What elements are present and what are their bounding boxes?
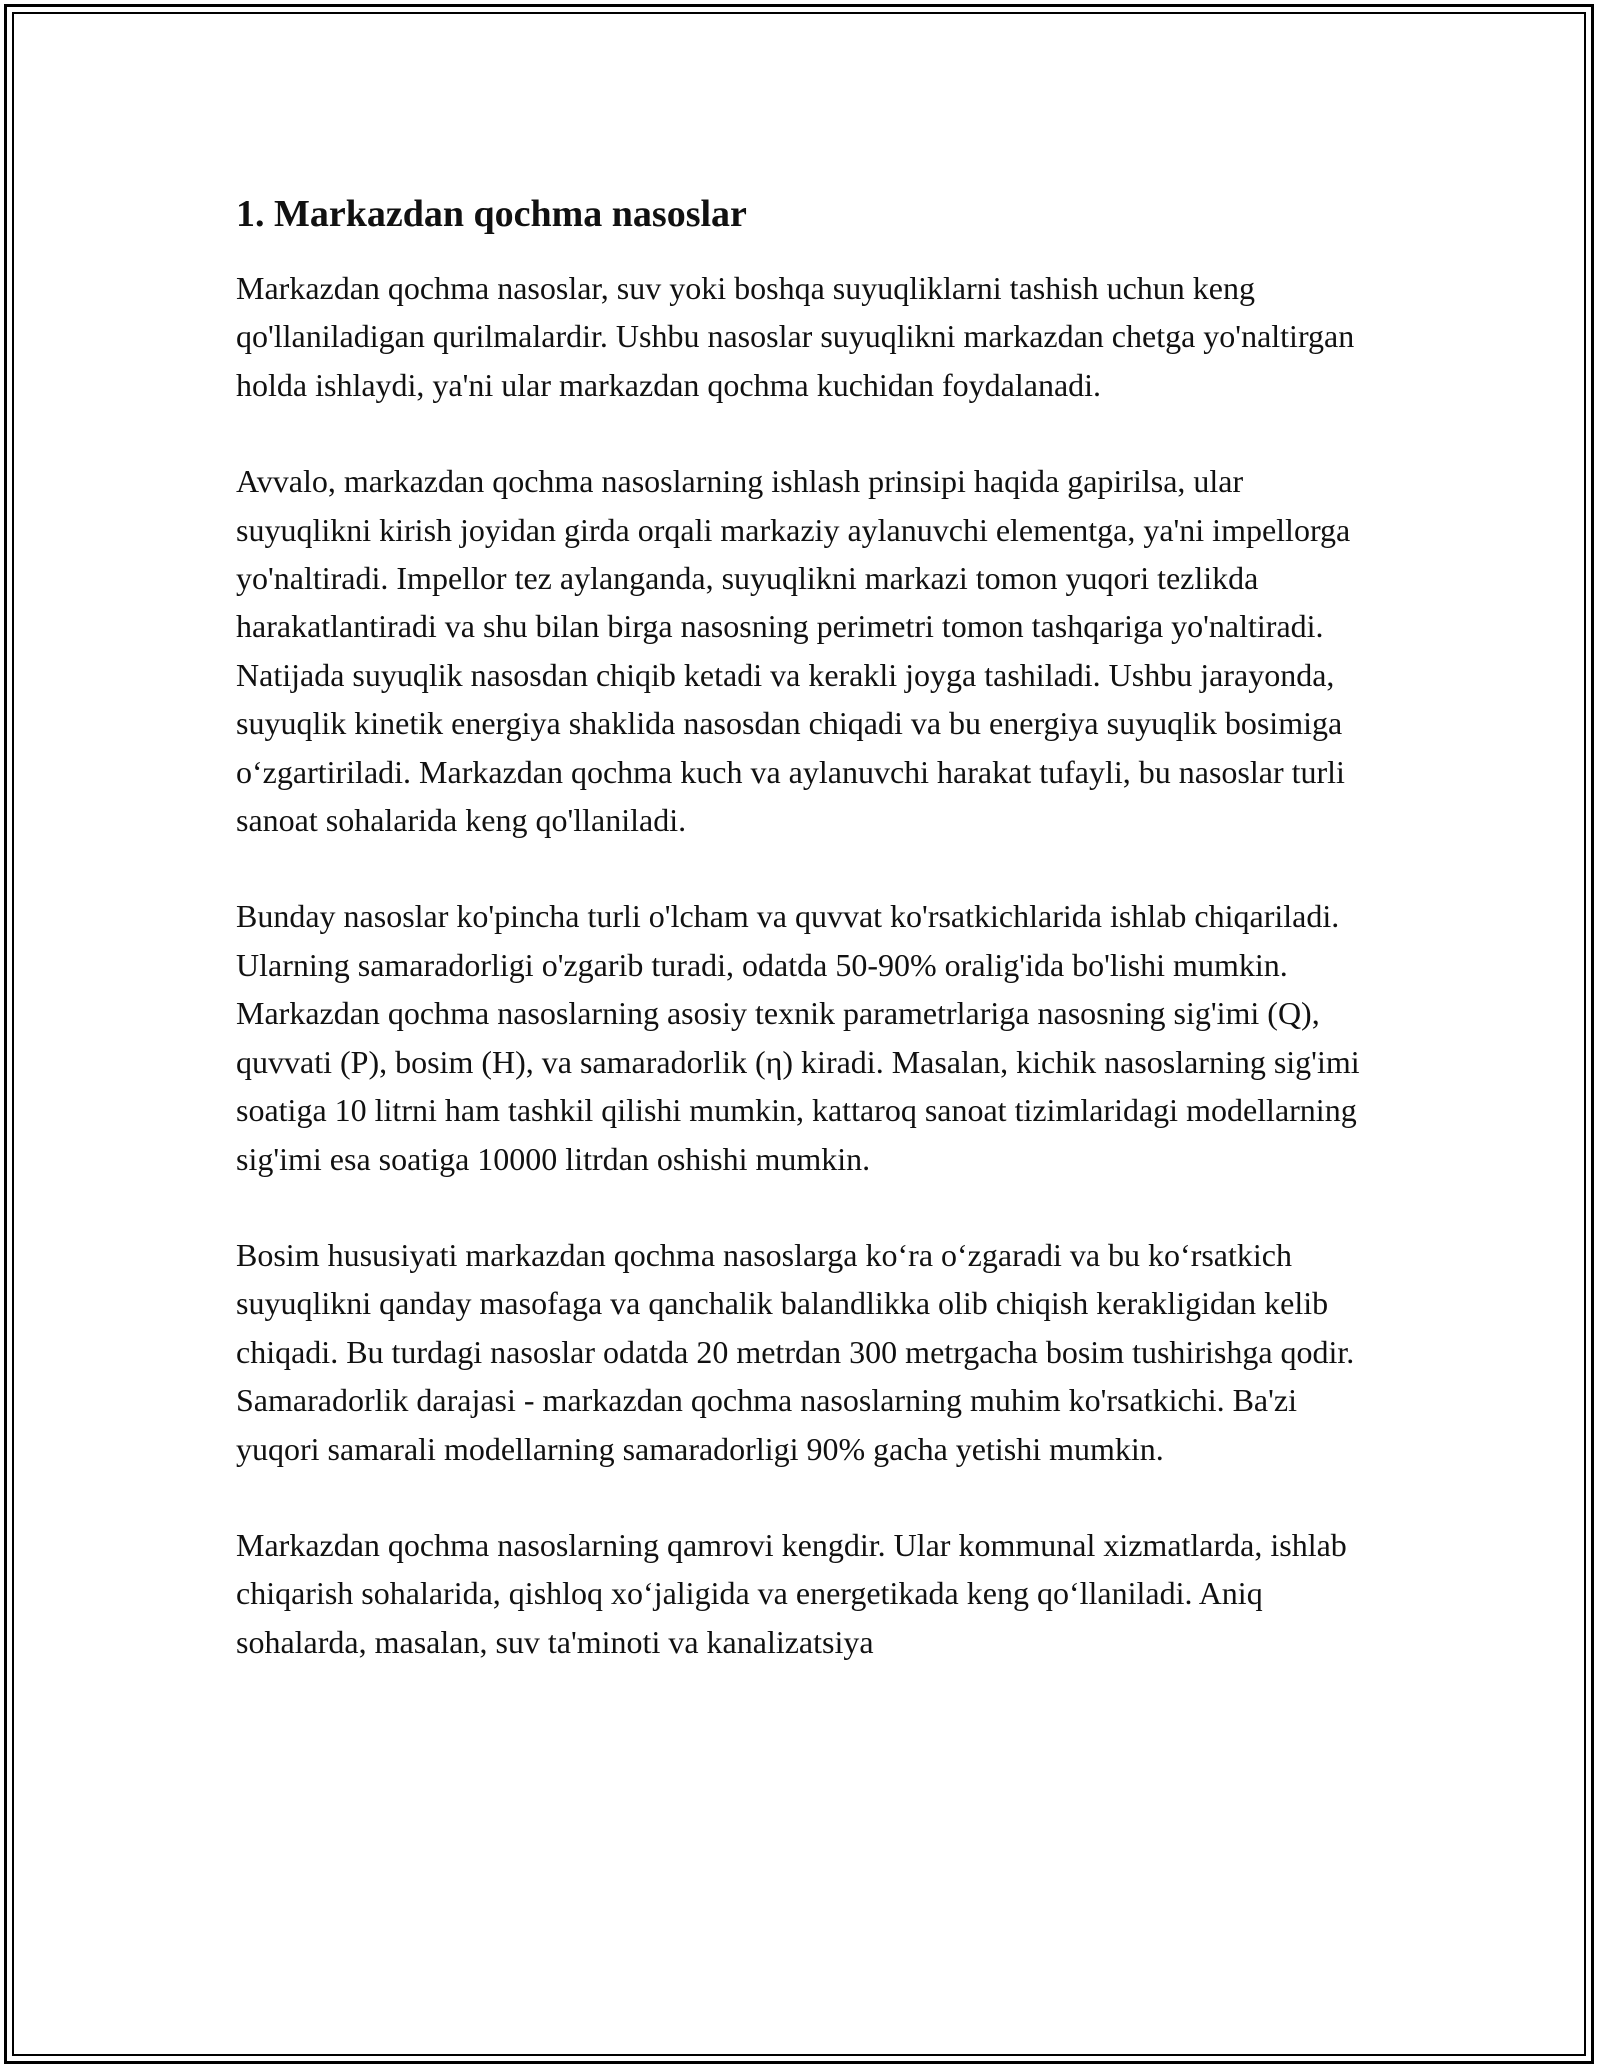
paragraph-4: Bosim hususiyati markazdan qochma nasoslarga ko‘ra o‘zgaradi va bu ko‘rsatkich suyuqlikni qanday masofaga va qanchalik balandlikka olib chiqish kerakligidan kelib chiqadi. Bu turdagi nasoslar odatda 20 metrdan 300 metrgacha bosim tushirishga qodir. Samaradorlik darajasi - markazdan qochma nasoslarning muhim ko'rsatkichi. Ba'zi yuqori samarali modellarning samaradorligi 90% gacha yetishi mumkin. bbox=[236, 1236, 1355, 1467]
paragraph-5: Markazdan qochma nasoslarning qamrovi kengdir. Ular kommunal xizmatlarda, ishlab chiqarish sohalarida, qishloq xo‘jaligida va energetikada keng qo‘llaniladi. Aniq sohalarda, masalan, suv ta'minoti va kanalizatsiya bbox=[236, 1526, 1347, 1660]
paragraph-3: Bunday nasoslar ko'pincha turli o'lcham va quvvat ko'rsatkichlarida ishlab chiqariladi. Ularning samaradorligi o'zgarib turadi, odatda 50-90% oralig'ida bo'lishi mumkin. Markazdan qochma nasoslarning asosiy texnik parametrlariga nasosning sig'imi (Q), quvvati (P), bosim (H), va samaradorlik (η) kiradi. Masalan, kichik nasoslarning sig'imi soatiga 10 litrni ham tashkil qilishi mumkin, kattaroq sanoat tizimlaridagi modellarning sig'imi esa soatiga 10000 litrdan oshishi mumkin. bbox=[236, 898, 1360, 1177]
section-title: 1. Markazdan qochma nasoslar bbox=[236, 193, 747, 235]
paragraph-1: Markazdan qochma nasoslar, suv yoki boshqa suyuqliklarni tashish uchun keng qo'llaniladigan qurilmalardir. Ushbu nasoslar suyuqlikni markazdan chetga yo'naltirgan holda ishlaydi, ya'ni ular markazdan qochma kuchidan foydalanadi. bbox=[236, 270, 1355, 403]
document-body bbox=[236, 186, 1376, 1666]
paragraph-2: Avvalo, markazdan qochma nasoslarning ishlash prinsipi haqida gapirilsa, ular suyuqlikni kirish joyidan girda orqali markaziy aylanuvchi elementga, ya'ni impellorga yo'naltiradi. Impellor tez aylanganda, suyuqlikni markazi tomon yuqori tezlikda harakatlantiradi va shu bilan birga nasosning perimetri tomon tashqariga yo'naltiradi. Natijada suyuqlik nasosdan chiqib ketadi va kerakli joyga tashiladi. Ushbu jarayonda, suyuqlik kinetik energiya shaklida nasosdan chiqadi va bu energiya suyuqlik bosimiga o‘zgartiriladi. Markazdan qochma kuch va aylanuvchi harakat tufayli, bu nasoslar turli sanoat sohalarida keng qo'llaniladi. bbox=[236, 463, 1351, 839]
